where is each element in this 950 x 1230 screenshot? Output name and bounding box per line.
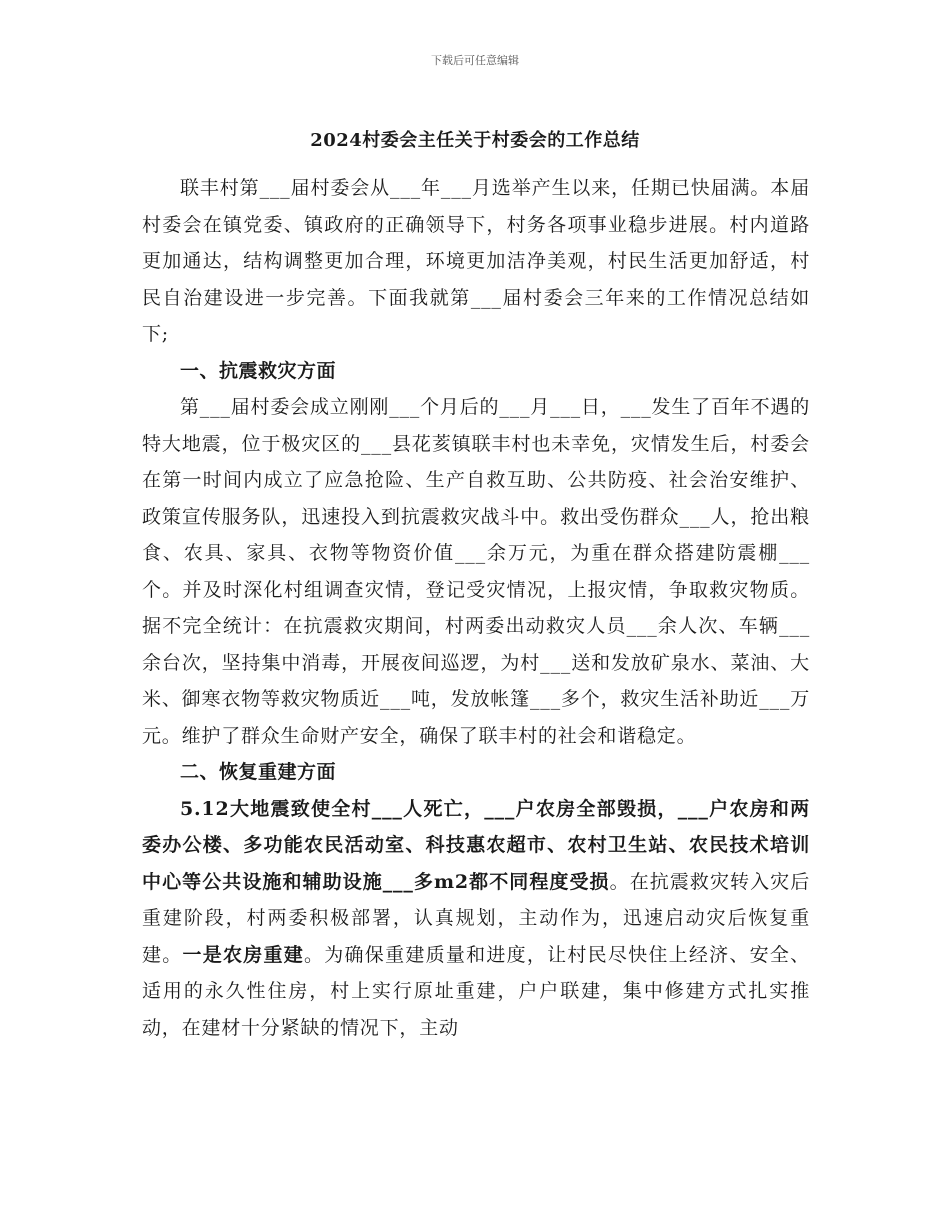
document-body: [142, 170, 810, 1046]
section-2-text-a: 。在抗震救灾转入灾后重建阶段，村两委积极部署，认真规划，主动作为，迅速启动灾后恢复重建。: [142, 870, 810, 966]
section-1-heading: 一、抗震救灾方面: [180, 359, 337, 382]
section-1-paragraph: 第___届村委会成立刚刚___个月后的___月___日，___发生了百年不遇的特大地震，位于极灾区的___县花荄镇联丰村也未幸免，灾情发生后，村委会在第一时间内成立了应急抢险、生产自救互助、公共防疫、社会治安维护、政策宣传服务队，迅速投入到抗震救灾战斗中。救出受伤群众___人，抢出粮食、农具、家具、衣物等物资价值___余万元，为重在群众搭建防震棚___个。并及时深化村组调查灾情，登记受灾情况，上报灾情，争取救灾物质。据不完全统计：在抗震救灾期间，村两委出动救灾人员___余人次、车辆___余台次，坚持集中消毒，开展夜间巡逻，为村___送和发放矿泉水、菜油、大米、御寒衣物等救灾物质近___吨，发放帐篷___多个，救灾生活补助近___万元。维护了群众生命财产安全，确保了联丰村的社会和谐稳定。: [142, 396, 810, 747]
section-2-heading: 二、恢复重建方面: [180, 761, 337, 783]
intro-paragraph: 联丰村第___届村委会从___年___月选举产生以来，任期已快届满。本届村委会在镇党委、镇政府的正确领导下，村务各项事业稳步进展。村内道路更加通达，结构调整更加合理，环境更加洁净美观，村民生活更加舒适，村民自治建设进一步完善。下面我就第___届村委会三年来的工作情况总结如下;: [142, 177, 810, 345]
document-title: 2024村委会主任关于村委会的工作总结: [310, 130, 640, 151]
section-2-bold-lead: 5.12大地震致使全村___人死亡，___户农房全部毁损，___户农房和两委办公楼、多功能农民活动室、科技惠农超市、农村卫生站、农民技术培训中心等公共设施和辅助设施___多m2都不同程度受损: [142, 797, 810, 893]
section-2-paragraph: [142, 791, 810, 1047]
section-2-text-b: 。为确保重建质量和进度，让村民尽快住上经济、安全、适用的永久性住房，村上实行原址重建，户户联建，集中修建方式扎实推动，在建材十分紧缺的情况下，主动: [142, 943, 810, 1039]
page-header-note: 下载后可任意编辑: [431, 54, 519, 67]
section-2-bold-point: 一是农房重建: [182, 943, 305, 966]
